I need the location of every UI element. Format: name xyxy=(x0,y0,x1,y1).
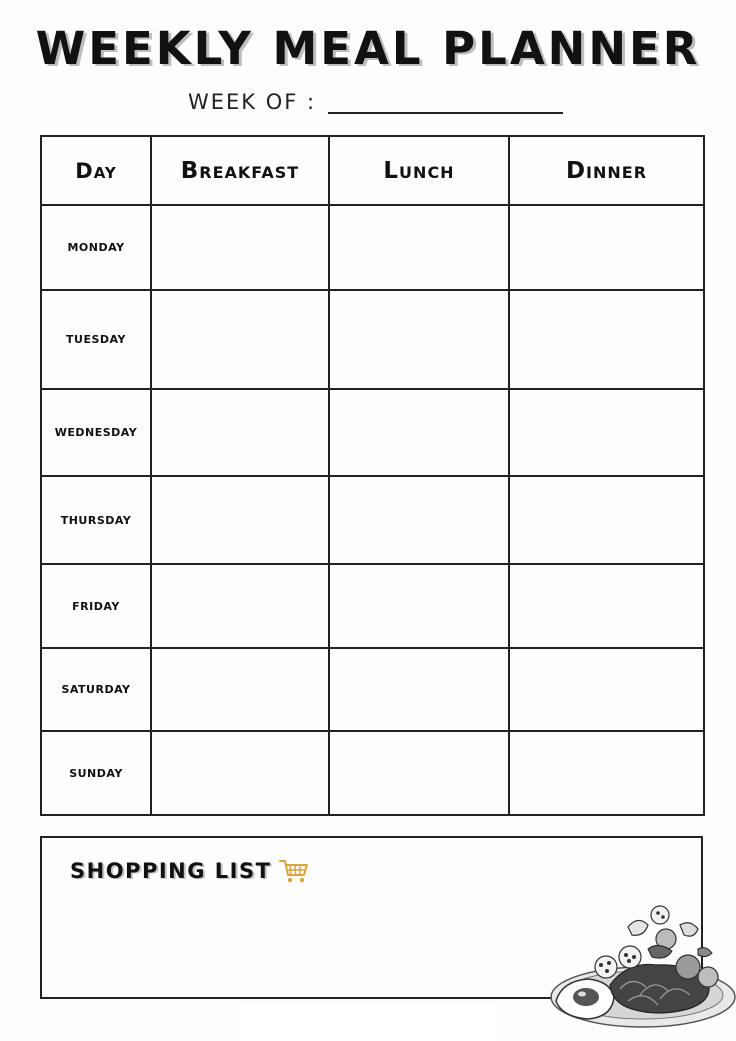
sunday-dinner-cell[interactable] xyxy=(509,731,704,815)
shopping-cart-icon xyxy=(279,858,309,884)
food-plate-illustration xyxy=(548,905,736,1035)
header-dinner: Dinner xyxy=(509,136,704,205)
sunday-breakfast-cell[interactable] xyxy=(151,731,329,815)
thursday-lunch-cell[interactable] xyxy=(329,476,509,564)
header-row xyxy=(41,136,704,205)
thursday-breakfast-cell[interactable] xyxy=(151,476,329,564)
meal-planner-table xyxy=(40,135,705,816)
tuesday-lunch-cell[interactable] xyxy=(329,290,509,389)
bottom-strip xyxy=(242,1004,498,1041)
day-label-saturday: SATURDAY xyxy=(41,648,151,731)
saturday-dinner-cell[interactable] xyxy=(509,648,704,731)
wednesday-lunch-cell[interactable] xyxy=(329,389,509,476)
friday-lunch-cell[interactable] xyxy=(329,564,509,648)
table-row xyxy=(41,564,704,648)
tuesday-dinner-cell[interactable] xyxy=(509,290,704,389)
thursday-dinner-cell[interactable] xyxy=(509,476,704,564)
week-of-row xyxy=(188,88,563,114)
wednesday-breakfast-cell[interactable] xyxy=(151,389,329,476)
week-of-field[interactable] xyxy=(328,96,563,114)
week-of-label: WEEK OF : xyxy=(188,90,317,114)
day-label-friday: FRIDAY xyxy=(41,564,151,648)
day-label-tuesday: TUESDAY xyxy=(41,290,151,389)
table-row xyxy=(41,648,704,731)
day-label-thursday: THURSDAY xyxy=(41,476,151,564)
tuesday-breakfast-cell[interactable] xyxy=(151,290,329,389)
shopping-list-label: SHOPPING LIST xyxy=(70,859,272,883)
saturday-breakfast-cell[interactable] xyxy=(151,648,329,731)
monday-lunch-cell[interactable] xyxy=(329,205,509,290)
table-row xyxy=(41,476,704,564)
monday-breakfast-cell[interactable] xyxy=(151,205,329,290)
header-breakfast: Breakfast xyxy=(151,136,329,205)
monday-dinner-cell[interactable] xyxy=(509,205,704,290)
wednesday-dinner-cell[interactable] xyxy=(509,389,704,476)
table-row xyxy=(41,290,704,389)
day-label-wednesday: WEDNESDAY xyxy=(41,389,151,476)
table-row xyxy=(41,731,704,815)
header-day: Day xyxy=(41,136,151,205)
shopping-list-header xyxy=(70,858,309,884)
table-row xyxy=(41,205,704,290)
friday-breakfast-cell[interactable] xyxy=(151,564,329,648)
table-row xyxy=(41,389,704,476)
day-label-sunday: SUNDAY xyxy=(41,731,151,815)
friday-dinner-cell[interactable] xyxy=(509,564,704,648)
sunday-lunch-cell[interactable] xyxy=(329,731,509,815)
day-label-monday: MONDAY xyxy=(41,205,151,290)
saturday-lunch-cell[interactable] xyxy=(329,648,509,731)
header-lunch: Lunch xyxy=(329,136,509,205)
page-title: WEEKLY MEAL PLANNER xyxy=(35,22,701,75)
